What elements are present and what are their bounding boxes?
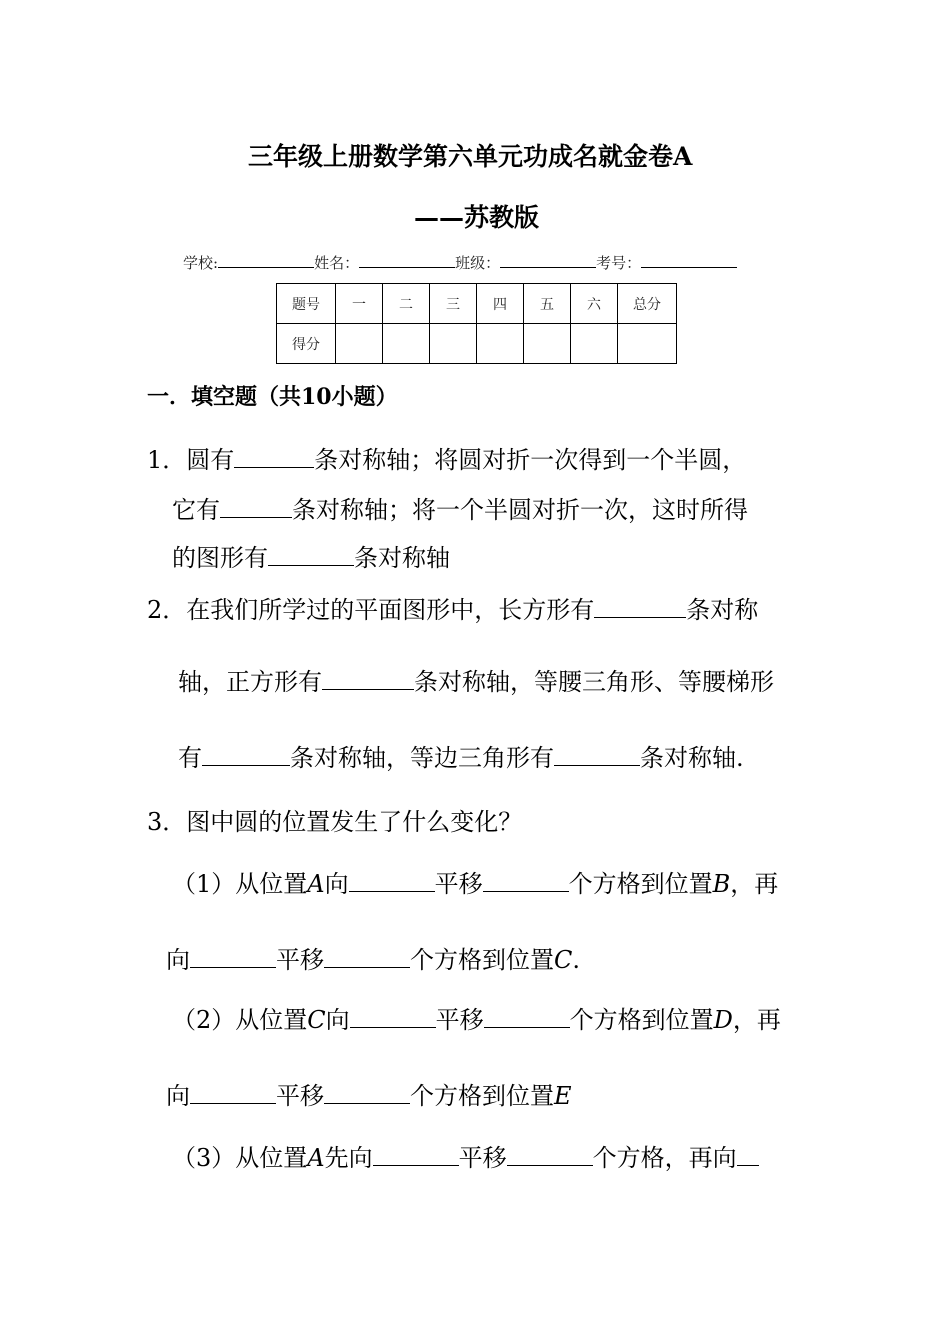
text: 的图形有	[172, 544, 268, 572]
question-3-stem: 3．图中圆的位置发生了什么变化？	[147, 808, 523, 836]
text: 先向	[324, 1144, 373, 1172]
score-cell[interactable]	[430, 324, 477, 364]
table-cell: 五	[524, 284, 571, 324]
text: .	[572, 946, 581, 974]
score-table-score-row	[277, 324, 677, 364]
text: 1．圆有	[147, 446, 235, 474]
answer-blank[interactable]	[324, 943, 410, 968]
question-3-part-1-line-1	[172, 864, 778, 899]
answer-blank[interactable]	[737, 1141, 759, 1166]
text: （1）从位置	[172, 870, 308, 898]
class-label: 班级：	[455, 254, 501, 272]
question-2-line-1	[147, 590, 758, 625]
question-1-line-2	[172, 490, 748, 525]
text: 条对称轴，等边三角形有	[290, 744, 554, 772]
answer-blank[interactable]	[220, 493, 292, 518]
variable: C	[307, 1006, 326, 1034]
text: 个方格到位置	[569, 1006, 714, 1034]
text: 平移	[276, 946, 324, 974]
score-cell[interactable]	[477, 324, 524, 364]
text: ，再	[732, 1006, 781, 1034]
text: 轴，正方形有	[178, 668, 322, 696]
variable: E	[554, 1082, 572, 1110]
answer-blank[interactable]	[234, 443, 314, 468]
answer-blank[interactable]	[594, 593, 686, 618]
score-cell[interactable]	[524, 324, 571, 364]
score-table	[276, 283, 677, 364]
answer-blank[interactable]	[554, 741, 640, 766]
text: （3）从位置	[172, 1144, 308, 1172]
text: 个方格到位置	[410, 946, 554, 974]
text: 有	[178, 744, 202, 772]
score-cell[interactable]	[336, 324, 383, 364]
text: 平移	[435, 1006, 484, 1034]
class-field[interactable]	[500, 252, 596, 268]
question-3-part-1-line-2	[166, 940, 580, 975]
question-2-line-2	[178, 662, 774, 697]
answer-blank[interactable]	[349, 867, 435, 892]
text: 平移	[434, 870, 483, 898]
answer-blank[interactable]	[190, 1079, 276, 1104]
text: 个方格到位置	[568, 870, 713, 898]
text: 条对称轴.	[640, 744, 744, 772]
text: 个方格到位置	[410, 1082, 554, 1110]
school-label: 学校:	[183, 254, 219, 272]
question-1-line-1	[147, 440, 746, 475]
id-field[interactable]	[641, 252, 737, 268]
student-info-line	[183, 252, 737, 273]
text: ，再	[730, 870, 779, 898]
table-cell: 总分	[618, 284, 677, 324]
table-cell: 得分	[277, 324, 336, 364]
variable: B	[712, 870, 731, 898]
page-subtitle: ——苏教版	[414, 203, 540, 232]
text: 向	[166, 1082, 190, 1110]
answer-blank[interactable]	[322, 665, 414, 690]
table-cell: 三	[430, 284, 477, 324]
text: 向	[324, 870, 349, 898]
variable: A	[307, 1144, 325, 1172]
name-label: 姓名：	[314, 254, 360, 272]
question-1-line-3	[172, 538, 450, 573]
variable: A	[307, 870, 325, 898]
name-field[interactable]	[359, 252, 455, 268]
page-title: 三年级上册数学第六单元功成名就金卷A	[248, 142, 693, 171]
text: 2．在我们所学过的平面图形中，长方形有	[147, 596, 595, 624]
answer-blank[interactable]	[202, 741, 290, 766]
table-cell: 题号	[277, 284, 336, 324]
text: 条对称轴，等腰三角形、等腰梯形	[414, 668, 774, 696]
table-cell: 二	[383, 284, 430, 324]
table-cell: 一	[336, 284, 383, 324]
answer-blank[interactable]	[350, 1003, 436, 1028]
text: 条对称	[686, 596, 759, 624]
question-3-part-2-line-2	[166, 1076, 572, 1111]
question-3-part-3-line-1	[172, 1138, 759, 1173]
score-cell[interactable]	[383, 324, 430, 364]
text: 平移	[276, 1082, 324, 1110]
answer-blank[interactable]	[190, 943, 276, 968]
score-cell[interactable]	[618, 324, 677, 364]
school-field[interactable]	[218, 252, 314, 268]
text: 个方格，再向	[592, 1144, 737, 1172]
question-2-line-3	[178, 738, 744, 773]
table-cell: 六	[571, 284, 618, 324]
table-cell: 四	[477, 284, 524, 324]
text: 它有	[172, 496, 220, 524]
text: 向	[325, 1006, 350, 1034]
variable: D	[713, 1006, 733, 1034]
answer-blank[interactable]	[483, 867, 569, 892]
answer-blank[interactable]	[268, 541, 354, 566]
answer-blank[interactable]	[507, 1141, 593, 1166]
answer-blank[interactable]	[324, 1079, 410, 1104]
score-cell[interactable]	[571, 324, 618, 364]
score-table-header-row	[277, 284, 677, 324]
id-label: 考号：	[596, 254, 642, 272]
question-3-part-2-line-1	[172, 1000, 781, 1035]
text: （2）从位置	[172, 1006, 308, 1034]
text: 向	[166, 946, 190, 974]
variable: C	[554, 946, 573, 974]
text: 条对称轴；将圆对折一次得到一个半圆，	[314, 446, 747, 474]
text: 条对称轴	[354, 544, 450, 572]
section-heading: 一．填空题（共10小题）	[147, 384, 398, 410]
answer-blank[interactable]	[484, 1003, 570, 1028]
text: 条对称轴；将一个半圆对折一次，这时所得	[292, 496, 748, 524]
answer-blank[interactable]	[373, 1141, 459, 1166]
text: 平移	[458, 1144, 507, 1172]
